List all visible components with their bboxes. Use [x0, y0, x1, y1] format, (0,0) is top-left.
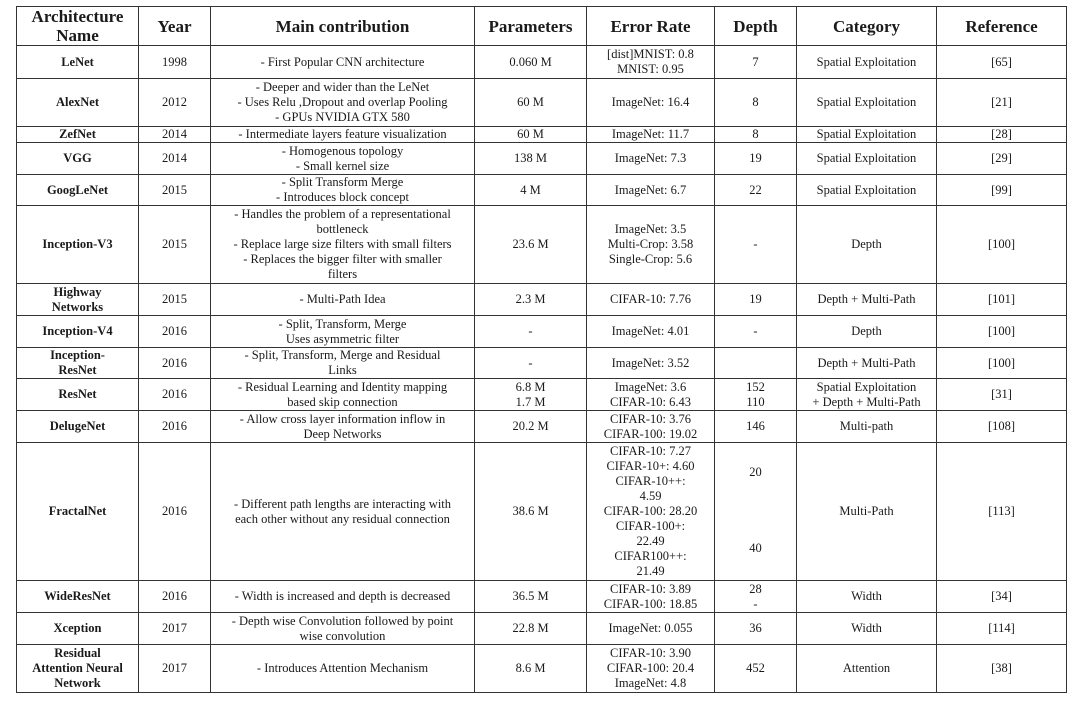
cell-depth — [715, 379, 797, 411]
cell-contribution — [211, 348, 475, 379]
cell-contribution-line: wise convolution — [299, 628, 386, 643]
cell-contribution — [211, 46, 475, 79]
cell-contribution-line: - Introduces Attention Mechanism — [256, 661, 429, 675]
cell-name-line: Inception-V4 — [42, 324, 113, 338]
cell-error-rate-line: ImageNet: 6.7 — [614, 182, 687, 197]
cell-category-line: Width — [851, 589, 882, 603]
cell-contribution — [211, 316, 475, 348]
cell-category-line: Spatial Exploitation — [816, 151, 917, 165]
table-row — [17, 284, 1067, 316]
cell-category-line: Spatial Exploitation — [816, 182, 917, 197]
cell-contribution-line: - Split Transform Merge — [281, 175, 404, 189]
cell-depth-line: 7 — [752, 54, 759, 69]
cell-depth — [715, 46, 797, 79]
cell-depth — [715, 206, 797, 284]
cell-year: 2012 — [139, 79, 211, 127]
cell-year: 2015 — [139, 206, 211, 284]
cell-error-rate-line: CIFAR-10: 3.89 — [609, 581, 692, 596]
header-reference: Reference — [937, 7, 1067, 46]
depth-value: 40 — [749, 541, 762, 555]
table-row — [17, 379, 1067, 411]
cell-error-rate-line: CIFAR-100: 18.85 — [603, 596, 698, 611]
cell-parameters-line: 6.8 M — [515, 379, 546, 394]
cell-category-line: Depth — [851, 237, 882, 251]
cell-depth — [715, 284, 797, 316]
cell-category — [797, 284, 937, 316]
cell-parameters — [475, 348, 587, 379]
cell-error-rate-line: CIFAR-10: 3.76 — [609, 411, 692, 426]
cell-category — [797, 79, 937, 127]
cell-category — [797, 645, 937, 693]
cell-parameters — [475, 46, 587, 79]
cell-parameters — [475, 143, 587, 175]
cell-contribution-line: - Introduces block concept — [276, 190, 409, 204]
cell-depth-line: 152 — [746, 379, 765, 394]
cell-name-line: GoogLeNet — [46, 182, 109, 197]
cell-reference: [28] — [937, 127, 1067, 143]
cell-year: 2016 — [139, 581, 211, 613]
cell-depth — [715, 581, 797, 613]
cell-parameters — [475, 645, 587, 693]
cell-name — [17, 284, 139, 316]
cell-parameters-line: 23.6 M — [512, 237, 549, 251]
cell-depth-line: 19 — [749, 292, 762, 306]
cell-error-rate-line: ImageNet: 7.3 — [614, 151, 687, 165]
cell-category-line: Multi-path — [839, 419, 894, 433]
cell-error-rate-line: CIFAR100++: — [614, 549, 687, 563]
cell-contribution — [211, 379, 475, 411]
cell-contribution-line: each other without any residual connection — [235, 511, 450, 526]
cell-category — [797, 379, 937, 411]
cell-depth — [715, 411, 797, 443]
cell-name-line: LeNet — [61, 54, 94, 69]
cell-category-line: Spatial Exploitation — [816, 127, 917, 141]
cell-name — [17, 46, 139, 79]
cell-parameters — [475, 443, 587, 581]
cell-name — [17, 379, 139, 411]
cell-name — [17, 206, 139, 284]
cell-error-rate-line: CIFAR-10: 6.43 — [609, 394, 692, 409]
header-row — [17, 7, 1067, 46]
cell-reference: [114] — [937, 613, 1067, 645]
cell-reference: [21] — [937, 79, 1067, 127]
cell-parameters — [475, 127, 587, 143]
cell-parameters-line: 22.8 M — [512, 621, 549, 635]
cell-depth-line: 8 — [752, 95, 759, 109]
cell-name-line: Xception — [53, 621, 102, 635]
cell-parameters-line: 20.2 M — [512, 419, 549, 433]
cell-contribution-line: - Multi-Path Idea — [299, 292, 386, 306]
cell-parameters — [475, 79, 587, 127]
cell-error-rate — [587, 79, 715, 127]
cell-depth — [715, 316, 797, 348]
cell-error-rate-line: ImageNet: 3.5 — [614, 222, 687, 236]
cell-contribution — [211, 411, 475, 443]
cell-depth — [715, 645, 797, 693]
cell-reference: [100] — [937, 206, 1067, 284]
cell-error-rate-line: [dist]MNIST: 0.8 — [607, 47, 694, 61]
cell-contribution — [211, 79, 475, 127]
cell-depth-line: 146 — [746, 419, 765, 433]
cell-depth — [715, 348, 797, 379]
cell-contribution-line: - Deeper and wider than the LeNet — [255, 80, 430, 94]
cell-contribution — [211, 443, 475, 581]
cell-contribution — [211, 284, 475, 316]
cell-name — [17, 645, 139, 693]
cell-name-line: Networks — [51, 299, 104, 314]
cell-reference: [101] — [937, 284, 1067, 316]
cell-depth-line: 19 — [749, 151, 762, 165]
cell-category-line: Depth — [851, 324, 882, 338]
cell-error-rate-line: MNIST: 0.95 — [617, 62, 684, 76]
cell-contribution-line: - Different path lengths are interacting with — [233, 496, 452, 511]
cell-name — [17, 443, 139, 581]
cell-contribution-line: - Depth wise Convolution followed by point — [231, 613, 454, 628]
cell-error-rate-line: ImageNet: 11.7 — [611, 127, 690, 141]
cell-error-rate-line: ImageNet: 4.8 — [614, 676, 687, 690]
cell-error-rate-line: ImageNet: 4.01 — [611, 324, 690, 338]
cell-error-rate — [587, 411, 715, 443]
cell-contribution-line: Deep Networks — [303, 426, 382, 441]
cell-contribution-line: - Homogenous topology — [281, 143, 404, 158]
cell-name-line: VGG — [63, 151, 92, 165]
architecture-table — [16, 6, 1067, 693]
cell-category — [797, 411, 937, 443]
cell-category — [797, 581, 937, 613]
table-row — [17, 645, 1067, 693]
cell-error-rate — [587, 443, 715, 581]
cell-year: 2016 — [139, 411, 211, 443]
cell-contribution — [211, 613, 475, 645]
cell-category-line: Attention — [842, 661, 891, 675]
cell-error-rate — [587, 645, 715, 693]
header-error-rate: Error Rate — [587, 7, 715, 46]
cell-contribution — [211, 175, 475, 206]
cell-year: 2017 — [139, 613, 211, 645]
cell-contribution-line: - Small kernel size — [295, 158, 390, 173]
cell-error-rate — [587, 127, 715, 143]
cell-error-rate-line: CIFAR-100+: — [615, 519, 686, 533]
cell-reference: [100] — [937, 316, 1067, 348]
cell-parameters-line: 36.5 M — [512, 589, 549, 603]
cell-year: 2016 — [139, 348, 211, 379]
table-row — [17, 411, 1067, 443]
cell-name-line: ResNet — [58, 363, 97, 377]
depth-value: 20 — [749, 465, 762, 479]
table-row — [17, 46, 1067, 79]
cell-error-rate-line: ImageNet: 3.6 — [614, 379, 687, 394]
table-row — [17, 613, 1067, 645]
cell-parameters-line: 8.6 M — [515, 661, 546, 675]
header-year: Year — [139, 7, 211, 46]
cell-contribution — [211, 127, 475, 143]
cell-error-rate — [587, 206, 715, 284]
cell-error-rate-line: 4.59 — [639, 489, 662, 503]
cell-parameters — [475, 316, 587, 348]
cell-depth-line: 36 — [749, 621, 762, 635]
cell-category — [797, 613, 937, 645]
cell-reference: [65] — [937, 46, 1067, 79]
cell-error-rate-line: CIFAR-10: 7.27 — [609, 444, 692, 458]
cell-contribution — [211, 206, 475, 284]
cell-error-rate-line: CIFAR-10+: 4.60 — [606, 459, 695, 473]
cell-name — [17, 143, 139, 175]
cell-error-rate — [587, 348, 715, 379]
cell-name-line: ZefNet — [59, 127, 96, 141]
table-row — [17, 443, 1067, 581]
cell-error-rate — [587, 379, 715, 411]
cell-name-line: DelugeNet — [49, 419, 106, 433]
cell-name-line: FractalNet — [48, 504, 107, 518]
cell-name-line: Residual — [54, 646, 101, 660]
cell-name-line: WideResNet — [44, 589, 111, 603]
cell-category — [797, 316, 937, 348]
cell-contribution-line: Uses asymmetric filter — [285, 331, 400, 346]
cell-category — [797, 443, 937, 581]
cell-error-rate-line: ImageNet: 3.52 — [611, 355, 690, 370]
cell-parameters-line: 1.7 M — [515, 394, 546, 409]
cell-error-rate-line: CIFAR-100: 19.02 — [603, 426, 698, 441]
cell-name — [17, 581, 139, 613]
header-main-contribution: Main contribution — [211, 7, 475, 46]
cell-contribution-line: bottleneck — [316, 222, 369, 236]
cell-depth — [715, 79, 797, 127]
cell-contribution — [211, 645, 475, 693]
cell-category-line: Spatial Exploitation — [816, 54, 917, 69]
table-row — [17, 206, 1067, 284]
table-row — [17, 581, 1067, 613]
cell-depth — [715, 613, 797, 645]
cell-name — [17, 411, 139, 443]
cell-name — [17, 127, 139, 143]
cell-error-rate — [587, 581, 715, 613]
table-row — [17, 143, 1067, 175]
header-depth: Depth — [715, 7, 797, 46]
cell-error-rate — [587, 316, 715, 348]
cell-category — [797, 175, 937, 206]
cell-error-rate-line: Multi-Crop: 3.58 — [607, 237, 694, 251]
cell-contribution-line: - Residual Learning and Identity mapping — [237, 379, 448, 394]
cell-parameters-line: 0.060 M — [509, 54, 552, 69]
cell-depth-line: 8 — [752, 127, 759, 141]
header-parameters: Parameters — [475, 7, 587, 46]
cell-parameters-line: 4 M — [520, 182, 541, 197]
cell-category-line: Width — [851, 621, 882, 635]
cell-contribution-line: - First Popular CNN architecture — [260, 54, 425, 69]
cell-name-line: Inception-V3 — [42, 237, 113, 251]
cell-reference: [34] — [937, 581, 1067, 613]
cell-contribution-line: Links — [328, 363, 357, 377]
cell-contribution-line: - Replace large size filters with small filters — [233, 237, 452, 251]
cell-parameters — [475, 284, 587, 316]
table-row — [17, 79, 1067, 127]
cell-error-rate-line: CIFAR-10++: — [615, 474, 686, 488]
cell-error-rate-line: ImageNet: 0.055 — [608, 621, 693, 635]
cell-parameters — [475, 379, 587, 411]
cell-contribution-line: - Handles the problem of a representational — [234, 207, 451, 221]
cell-depth — [715, 443, 797, 581]
cell-category — [797, 143, 937, 175]
cell-error-rate-line: CIFAR-100: 28.20 — [603, 504, 698, 518]
cell-parameters-line: 60 M — [517, 95, 544, 109]
cell-depth-line: 22 — [749, 182, 762, 197]
cell-reference: [38] — [937, 645, 1067, 693]
cell-error-rate — [587, 175, 715, 206]
cell-contribution-line: - GPUs NVIDIA GTX 580 — [275, 110, 410, 124]
cell-contribution-line: - Uses Relu ,Dropout and overlap Pooling — [237, 95, 448, 109]
cell-name-line: Network — [54, 676, 101, 690]
cell-contribution-line: - Split, Transform, Merge and Residual — [244, 348, 441, 362]
cell-category-line: Depth + Multi-Path — [817, 292, 916, 306]
table-row — [17, 316, 1067, 348]
cell-year: 1998 — [139, 46, 211, 79]
header-category: Category — [797, 7, 937, 46]
cell-parameters — [475, 175, 587, 206]
cell-contribution-line: based skip connection — [287, 394, 398, 409]
cell-category-line: Depth + Multi-Path — [817, 355, 916, 370]
cell-category — [797, 206, 937, 284]
cell-depth-line: - — [753, 324, 758, 338]
cell-error-rate — [587, 613, 715, 645]
cell-name — [17, 175, 139, 206]
cell-name-line: Inception- — [50, 348, 105, 362]
cell-depth-line: 452 — [746, 661, 765, 675]
cell-category-line: Spatial Exploitation — [816, 95, 917, 109]
cell-reference: [29] — [937, 143, 1067, 175]
cell-error-rate — [587, 46, 715, 79]
cell-parameters-line: 60 M — [517, 127, 544, 141]
cell-name — [17, 613, 139, 645]
cell-contribution-line: - Intermediate layers feature visualization — [238, 127, 447, 141]
cell-year: 2014 — [139, 127, 211, 143]
cell-contribution-line: - Replaces the bigger filter with smaller — [243, 252, 442, 266]
cell-contribution-line: - Allow cross layer information inflow in — [239, 411, 446, 426]
cell-category — [797, 127, 937, 143]
cell-category — [797, 348, 937, 379]
cell-category-line: + Depth + Multi-Path — [812, 394, 921, 409]
cell-category-line: Multi-Path — [839, 504, 894, 518]
cell-depth — [715, 143, 797, 175]
cell-year: 2015 — [139, 175, 211, 206]
cell-name — [17, 79, 139, 127]
cell-error-rate — [587, 284, 715, 316]
cell-name-line: AlexNet — [55, 95, 100, 109]
table-row — [17, 348, 1067, 379]
cell-name — [17, 348, 139, 379]
cell-error-rate-line: CIFAR-10: 7.76 — [609, 292, 692, 306]
cell-parameters-line: 138 M — [514, 151, 547, 165]
cell-category-line: Spatial Exploitation — [816, 379, 917, 394]
cell-parameters-line: 38.6 M — [512, 504, 549, 518]
cell-contribution — [211, 143, 475, 175]
cell-year: 2016 — [139, 379, 211, 411]
cell-depth-line: - — [753, 596, 758, 611]
cell-parameters — [475, 613, 587, 645]
cell-depth-line: - — [753, 237, 758, 251]
cell-year: 2015 — [139, 284, 211, 316]
cell-error-rate-line: CIFAR-10: 3.90 — [609, 646, 692, 660]
cell-error-rate — [587, 143, 715, 175]
cell-contribution-line: - Width is increased and depth is decreased — [234, 589, 451, 603]
cell-year: 2014 — [139, 143, 211, 175]
cell-depth — [715, 127, 797, 143]
cell-parameters — [475, 581, 587, 613]
cell-name-line: ResNet — [58, 387, 97, 401]
cell-year: 2016 — [139, 443, 211, 581]
table-row — [17, 127, 1067, 143]
cell-year: 2016 — [139, 316, 211, 348]
cell-reference: [108] — [937, 411, 1067, 443]
cell-error-rate-line: ImageNet: 16.4 — [611, 95, 690, 109]
cell-parameters-line: 2.3 M — [515, 292, 546, 306]
cell-name — [17, 316, 139, 348]
cell-contribution — [211, 581, 475, 613]
cell-error-rate-line: 21.49 — [636, 564, 665, 578]
cell-parameters — [475, 206, 587, 284]
cell-parameters-line: - — [528, 324, 533, 338]
cell-reference: [113] — [937, 443, 1067, 581]
cell-year: 2017 — [139, 645, 211, 693]
cell-reference: [31] — [937, 379, 1067, 411]
cell-reference: [100] — [937, 348, 1067, 379]
cell-depth-line: 28 — [749, 581, 762, 596]
cell-error-rate-line: Single-Crop: 5.6 — [608, 252, 693, 266]
cell-depth-line: 110 — [746, 394, 765, 409]
cell-reference: [99] — [937, 175, 1067, 206]
table-row — [17, 175, 1067, 206]
cell-name-line: Attention Neural — [32, 661, 123, 675]
header-architecture-name: Architecture Name — [17, 7, 139, 46]
cell-parameters — [475, 411, 587, 443]
cell-name-line: Highway — [53, 284, 102, 299]
cell-error-rate-line: 22.49 — [636, 534, 665, 548]
cell-category — [797, 46, 937, 79]
cell-error-rate-line: CIFAR-100: 20.4 — [606, 661, 695, 675]
cell-depth — [715, 175, 797, 206]
cell-parameters-line: - — [528, 355, 533, 370]
cell-contribution-line: filters — [327, 267, 358, 281]
cell-contribution-line: - Split, Transform, Merge — [278, 316, 407, 331]
